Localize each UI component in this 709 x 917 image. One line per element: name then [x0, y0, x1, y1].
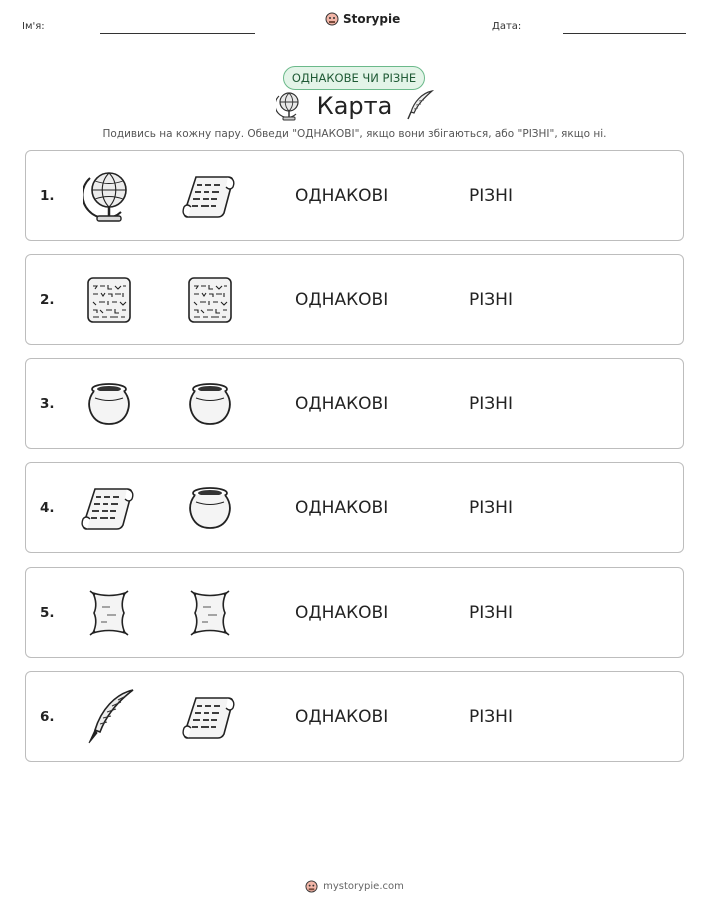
brand-name: Storypie: [343, 12, 401, 26]
name-label: Ім'я:: [22, 21, 45, 32]
option-different[interactable]: РІЗНІ: [469, 706, 513, 727]
brand-logo: [325, 12, 400, 26]
option-different[interactable]: РІЗНІ: [469, 497, 513, 518]
scroll-icon: [81, 480, 137, 536]
parchment-icon: [182, 585, 238, 641]
row-number: 3.: [40, 395, 55, 412]
clay-pot-icon: [182, 480, 238, 536]
quill-icon: [81, 689, 137, 745]
option-same[interactable]: ОДНАКОВІ: [295, 289, 389, 310]
option-different[interactable]: РІЗНІ: [469, 393, 513, 414]
cuneiform-tablet-icon: [81, 272, 137, 328]
storypie-mascot-icon: [325, 12, 339, 26]
clay-pot-icon: [81, 376, 137, 432]
pair-row: [25, 254, 684, 345]
date-line[interactable]: [563, 33, 686, 34]
option-same[interactable]: ОДНАКОВІ: [295, 706, 389, 727]
pair-row: [25, 671, 684, 762]
pair-row: [25, 462, 684, 553]
worksheet-type-badge: ОДНАКОВЕ ЧИ РІЗНЕ: [283, 66, 425, 90]
row-number: 4.: [40, 499, 55, 516]
cuneiform-tablet-icon: [182, 272, 238, 328]
parchment-icon: [81, 585, 137, 641]
option-same[interactable]: ОДНАКОВІ: [295, 185, 389, 206]
footer-website: mystorypie.com: [323, 881, 404, 892]
row-number: 5.: [40, 604, 55, 621]
option-same[interactable]: ОДНАКОВІ: [295, 497, 389, 518]
clay-pot-icon: [182, 376, 238, 432]
pair-row: [25, 567, 684, 658]
scroll-icon: [182, 689, 238, 745]
option-different[interactable]: РІЗНІ: [469, 185, 513, 206]
pair-row: [25, 358, 684, 449]
quill-icon: [404, 88, 436, 122]
row-number: 2.: [40, 291, 55, 308]
option-different[interactable]: РІЗНІ: [469, 602, 513, 623]
storypie-mascot-icon: [305, 880, 318, 893]
globe-icon: [81, 168, 137, 224]
option-same[interactable]: ОДНАКОВІ: [295, 602, 389, 623]
name-line[interactable]: [100, 33, 255, 34]
option-same[interactable]: ОДНАКОВІ: [295, 393, 389, 414]
date-label: Дата:: [492, 21, 522, 32]
footer: [0, 880, 709, 893]
option-different[interactable]: РІЗНІ: [469, 289, 513, 310]
pair-row: [25, 150, 684, 241]
row-number: 1.: [40, 187, 55, 204]
row-number: 6.: [40, 708, 55, 725]
scroll-icon: [182, 168, 238, 224]
instructions: Подивись на кожну пару. Обведи "ОДНАКОВІ", якщо вони збігаються, або "РІЗНІ", якщо ні.: [102, 128, 607, 140]
page-title: Карта: [316, 92, 393, 120]
